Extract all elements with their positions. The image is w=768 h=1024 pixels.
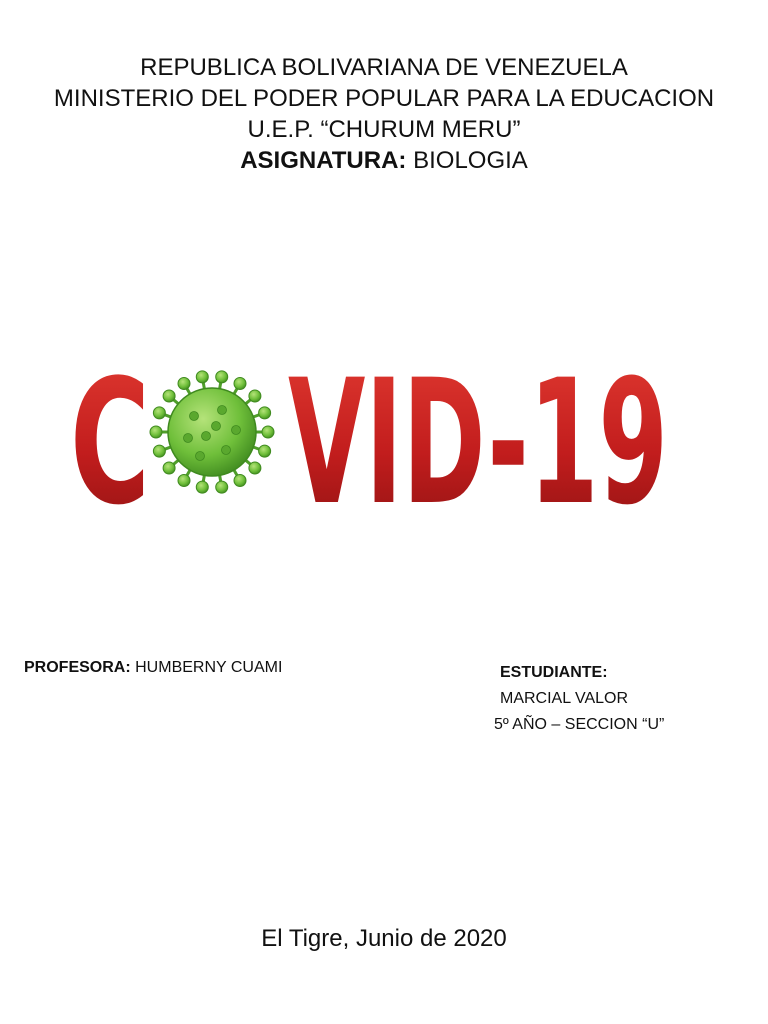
covid-19-logo	[62, 352, 682, 512]
logo-text-vid19: VID-19	[288, 352, 668, 512]
subject-value: BIOLOGIA	[413, 147, 528, 174]
place-date: El Tigre, Junio de 2020	[261, 925, 507, 952]
coronavirus-icon	[150, 371, 274, 493]
republic-title: REPUBLICA BOLIVARIANA DE VENEZUELA	[140, 54, 628, 81]
student-info	[480, 660, 664, 738]
ministry-title: MINISTERIO DEL PODER POPULAR PARA LA EDUCACION	[53, 85, 715, 112]
teacher-info	[24, 657, 282, 679]
subject-line	[0, 145, 768, 176]
student-label: ESTUDIANTE:	[500, 664, 608, 681]
teacher-label: PROFESORA:	[24, 659, 131, 676]
student-grade: 5º AÑO – SECCION “U”	[494, 716, 665, 733]
school-name: U.E.P. “CHURUM MERU”	[247, 116, 521, 143]
subject-label: ASIGNATURA:	[240, 147, 407, 174]
document-header	[0, 52, 768, 176]
student-name: MARCIAL VALOR	[500, 690, 629, 707]
teacher-name: HUMBERNY CUAMI	[135, 659, 283, 676]
logo-letter-c: C	[70, 352, 150, 512]
